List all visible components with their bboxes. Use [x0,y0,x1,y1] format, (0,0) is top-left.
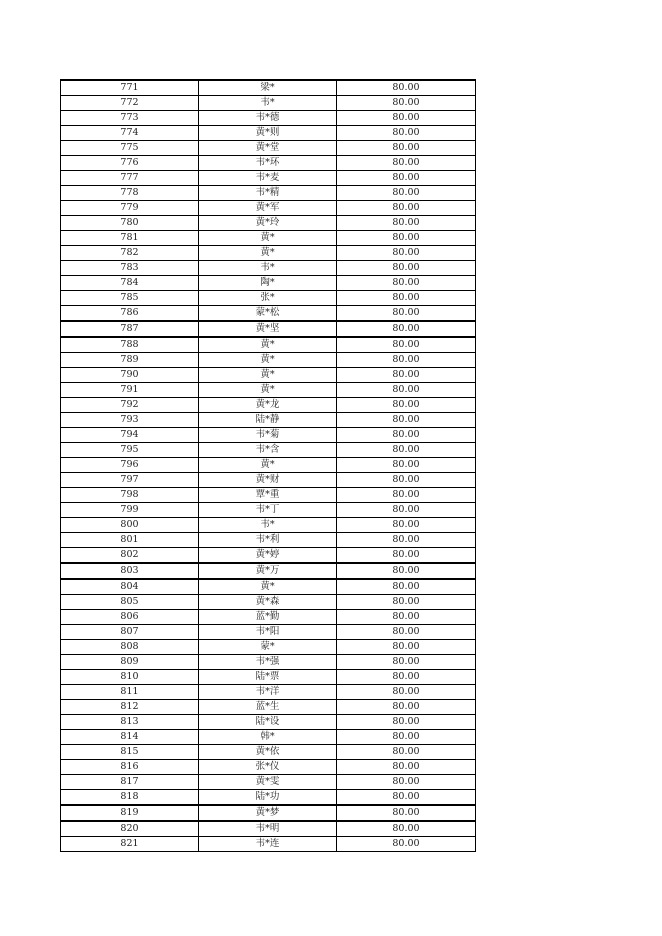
amount-cell: 80.00 [337,201,476,216]
amount-cell: 80.00 [337,503,476,518]
table-row [61,276,476,291]
amount-cell: 80.00 [337,715,476,730]
name-cell: 黄*军 [199,201,337,216]
row-number-cell: 807 [61,625,199,640]
amount-cell: 80.00 [337,518,476,533]
name-cell: 黄*则 [199,126,337,141]
amount-cell: 80.00 [337,231,476,246]
row-number-cell: 789 [61,353,199,368]
name-cell: 韦* [199,261,337,276]
row-number-cell: 778 [61,186,199,201]
row-number-cell: 788 [61,337,199,353]
table-body [61,80,476,852]
row-number-cell: 799 [61,503,199,518]
table-row [61,383,476,398]
amount-cell: 80.00 [337,186,476,201]
amount-cell: 80.00 [337,368,476,383]
name-cell: 韦*菊 [199,428,337,443]
amount-cell: 80.00 [337,111,476,126]
amount-cell: 80.00 [337,276,476,291]
amount-cell: 80.00 [337,216,476,231]
table-row [61,96,476,111]
name-cell: 黄*依 [199,745,337,760]
name-cell: 韦*丁 [199,503,337,518]
name-cell: 韦*阳 [199,625,337,640]
row-number-cell: 814 [61,730,199,745]
table-row [61,655,476,670]
table-row [61,368,476,383]
name-cell: 韦*麦 [199,171,337,186]
table-row [61,80,476,96]
amount-cell: 80.00 [337,760,476,775]
table-row [61,171,476,186]
row-number-cell: 816 [61,760,199,775]
amount-cell: 80.00 [337,353,476,368]
table-row [61,503,476,518]
name-cell: 黄* [199,383,337,398]
name-cell: 黄*堂 [199,141,337,156]
name-cell: 黄* [199,353,337,368]
table-row [61,291,476,306]
amount-cell: 80.00 [337,261,476,276]
row-number-cell: 781 [61,231,199,246]
row-number-cell: 772 [61,96,199,111]
row-number-cell: 813 [61,715,199,730]
table-row [61,261,476,276]
table-row [61,821,476,837]
amount-cell: 80.00 [337,156,476,171]
row-number-cell: 786 [61,306,199,322]
row-number-cell: 817 [61,775,199,790]
amount-cell: 80.00 [337,685,476,700]
name-cell: 韦* [199,96,337,111]
row-number-cell: 787 [61,321,199,337]
amount-cell: 80.00 [337,533,476,548]
row-number-cell: 780 [61,216,199,231]
amount-cell: 80.00 [337,700,476,715]
amount-cell: 80.00 [337,805,476,821]
row-number-cell: 812 [61,700,199,715]
row-number-cell: 775 [61,141,199,156]
name-cell: 黄* [199,579,337,595]
row-number-cell: 774 [61,126,199,141]
row-number-cell: 782 [61,246,199,261]
name-cell: 韩* [199,730,337,745]
amount-cell: 80.00 [337,141,476,156]
table-row [61,231,476,246]
name-cell: 梁* [199,80,337,96]
amount-cell: 80.00 [337,775,476,790]
row-number-cell: 777 [61,171,199,186]
amount-cell: 80.00 [337,625,476,640]
amount-cell: 80.00 [337,458,476,473]
amount-cell: 80.00 [337,126,476,141]
table-row [61,353,476,368]
name-cell: 蓝*生 [199,700,337,715]
table-row [61,186,476,201]
row-number-cell: 815 [61,745,199,760]
row-number-cell: 776 [61,156,199,171]
table-row [61,518,476,533]
name-cell: 张* [199,291,337,306]
amount-cell: 80.00 [337,96,476,111]
name-cell: 黄* [199,337,337,353]
amount-cell: 80.00 [337,488,476,503]
name-cell: 黄*梦 [199,805,337,821]
table-row [61,548,476,564]
row-number-cell: 794 [61,428,199,443]
name-cell: 黄*龙 [199,398,337,413]
amount-cell: 80.00 [337,80,476,96]
table-row [61,715,476,730]
name-cell: 韦*含 [199,443,337,458]
row-number-cell: 819 [61,805,199,821]
name-cell: 韦*精 [199,186,337,201]
name-cell: 黄*财 [199,473,337,488]
amount-cell: 80.00 [337,337,476,353]
table-row [61,745,476,760]
amount-cell: 80.00 [337,610,476,625]
amount-cell: 80.00 [337,443,476,458]
table-row [61,413,476,428]
name-cell: 蒙*松 [199,306,337,322]
table-row [61,730,476,745]
name-cell: 陆*设 [199,715,337,730]
name-cell: 黄* [199,368,337,383]
table-row [61,760,476,775]
row-number-cell: 783 [61,261,199,276]
table-row [61,321,476,337]
row-number-cell: 790 [61,368,199,383]
table-row [61,610,476,625]
amount-cell: 80.00 [337,413,476,428]
table-row [61,685,476,700]
amount-cell: 80.00 [337,821,476,837]
data-table [60,79,476,852]
table-row [61,595,476,610]
name-cell: 黄*坚 [199,321,337,337]
table-row [61,126,476,141]
table-row [61,473,476,488]
table-row [61,443,476,458]
amount-cell: 80.00 [337,670,476,685]
amount-cell: 80.00 [337,306,476,322]
row-number-cell: 802 [61,548,199,564]
row-number-cell: 801 [61,533,199,548]
row-number-cell: 798 [61,488,199,503]
amount-cell: 80.00 [337,655,476,670]
table-row [61,563,476,579]
table-row [61,640,476,655]
table-row [61,216,476,231]
row-number-cell: 779 [61,201,199,216]
name-cell: 黄*婷 [199,548,337,564]
amount-cell: 80.00 [337,428,476,443]
table-row [61,156,476,171]
name-cell: 蓝*勤 [199,610,337,625]
row-number-cell: 804 [61,579,199,595]
row-number-cell: 808 [61,640,199,655]
name-cell: 蒙* [199,640,337,655]
name-cell: 黄* [199,231,337,246]
amount-cell: 80.00 [337,563,476,579]
table-row [61,533,476,548]
name-cell: 黄*玲 [199,216,337,231]
table-row [61,458,476,473]
row-number-cell: 784 [61,276,199,291]
table-row [61,306,476,322]
name-cell: 陆*功 [199,790,337,806]
name-cell: 陆*票 [199,670,337,685]
table-row [61,428,476,443]
row-number-cell: 773 [61,111,199,126]
table-row [61,246,476,261]
table-row [61,337,476,353]
name-cell: 韦*德 [199,111,337,126]
table-row [61,837,476,852]
table-row [61,398,476,413]
name-cell: 韦*利 [199,533,337,548]
amount-cell: 80.00 [337,548,476,564]
table-row [61,775,476,790]
table-row [61,488,476,503]
amount-cell: 80.00 [337,321,476,337]
amount-cell: 80.00 [337,745,476,760]
amount-cell: 80.00 [337,291,476,306]
name-cell: 韦* [199,518,337,533]
row-number-cell: 791 [61,383,199,398]
table-row [61,111,476,126]
table-row [61,805,476,821]
amount-cell: 80.00 [337,579,476,595]
name-cell: 张*仪 [199,760,337,775]
name-cell: 覃*重 [199,488,337,503]
amount-cell: 80.00 [337,383,476,398]
row-number-cell: 793 [61,413,199,428]
amount-cell: 80.00 [337,473,476,488]
table-row [61,625,476,640]
amount-cell: 80.00 [337,246,476,261]
name-cell: 韦*连 [199,837,337,852]
row-number-cell: 803 [61,563,199,579]
table-row [61,700,476,715]
name-cell: 韦*强 [199,655,337,670]
name-cell: 黄*万 [199,563,337,579]
row-number-cell: 796 [61,458,199,473]
name-cell: 黄* [199,246,337,261]
row-number-cell: 771 [61,80,199,96]
name-cell: 陶* [199,276,337,291]
amount-cell: 80.00 [337,595,476,610]
row-number-cell: 809 [61,655,199,670]
table-row [61,141,476,156]
table-row [61,201,476,216]
row-number-cell: 785 [61,291,199,306]
row-number-cell: 806 [61,610,199,625]
table-row [61,579,476,595]
row-number-cell: 800 [61,518,199,533]
amount-cell: 80.00 [337,790,476,806]
name-cell: 韦*环 [199,156,337,171]
table-row [61,790,476,806]
name-cell: 韦*洋 [199,685,337,700]
name-cell: 陆*静 [199,413,337,428]
name-cell: 黄* [199,458,337,473]
row-number-cell: 810 [61,670,199,685]
name-cell: 韦*明 [199,821,337,837]
row-number-cell: 795 [61,443,199,458]
amount-cell: 80.00 [337,171,476,186]
row-number-cell: 818 [61,790,199,806]
row-number-cell: 820 [61,821,199,837]
row-number-cell: 797 [61,473,199,488]
amount-cell: 80.00 [337,837,476,852]
name-cell: 黄*森 [199,595,337,610]
row-number-cell: 811 [61,685,199,700]
name-cell: 黄*雯 [199,775,337,790]
amount-cell: 80.00 [337,730,476,745]
amount-cell: 80.00 [337,398,476,413]
row-number-cell: 821 [61,837,199,852]
row-number-cell: 792 [61,398,199,413]
row-number-cell: 805 [61,595,199,610]
amount-cell: 80.00 [337,640,476,655]
table-row [61,670,476,685]
